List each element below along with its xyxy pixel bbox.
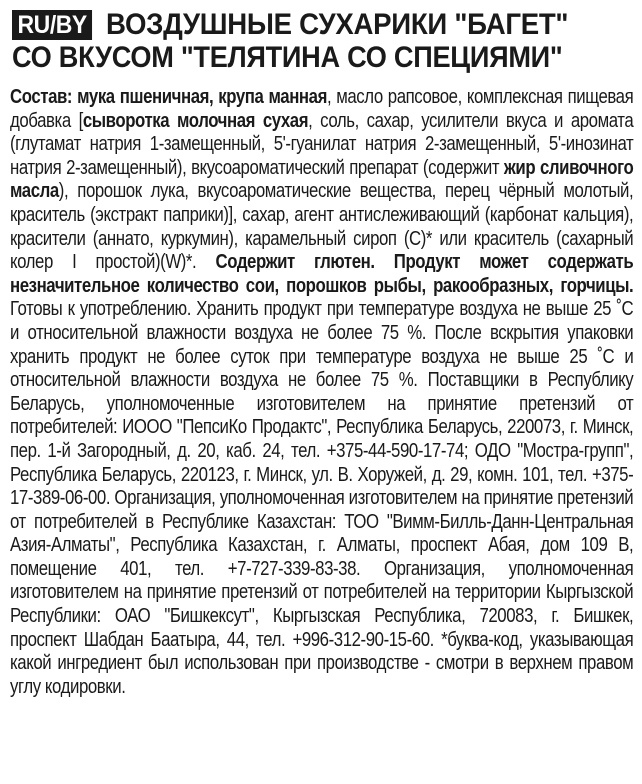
product-title-line-2: СО ВКУСОМ "ТЕЛЯТИНА СО СПЕЦИЯМИ" xyxy=(12,41,563,74)
composition-label: Состав: xyxy=(10,86,73,108)
label-body-text xyxy=(10,86,633,699)
ingredients-bold-3: жир сливочного масла xyxy=(10,156,634,203)
product-label xyxy=(10,8,634,699)
allergen-warning: Содержит глютен. Продукт может содержать незначительное количество сои, порошков рыбы, ракообразных, горчицы. xyxy=(10,251,634,297)
storage-and-contact-info: Готовы к употреблению. Хранить продукт при температуре воздуха не выше 25 ˚С и относительной влажности воздуха не более 75 %. После вскрытия упаковки хранить продукт не более суток при температуре воздуха не выше 25 ˚С и относительной влажности воздуха не более 75 %. Поставщики в Республику Беларусь, уполномоченные изготовителем на принятие претензий от потребителей: ИООО "ПепсиКо Продактс", Республика Беларусь, 220073, г. Минск, пер. 1-й Загородный, д. 20, каб. 24, тел. +375-44-590-17-74; ОДО "Мостра-групп", Республика Беларусь, 220123, г. Минск, ул. В. Хоружей, д. 29, комн. 101, тел. +375-17-389-06-00. Организация, уполномоченная изготовителем на принятие претензий от потребителей в Республике Казахстан: ТОО "Вимм-Билль-Данн-Центральная Азия-Алматы", Республика Казахстан, г. Алматы, проспект Абая, дом 109 В, помещение 401, тел. +7-727-339-83-38. Организация, уполномоченная изготовителем на принятие претензий от потребителей на территории Кыргызской Республики: ОАО "Бишкексут", Кыргызская Республика, 720083, г. Бишкек, проспект Шабдан Баатыра, 44, тел. +996-312-90-15-60. *буква-код, указывающая какой ингредиент был использован при производстве - смотри в верхнем правом углу кодировки. xyxy=(10,298,634,698)
product-title-line-1: ВОЗДУШНЫЕ СУХАРИКИ "БАГЕТ" xyxy=(106,8,569,41)
label-header xyxy=(10,8,634,80)
ingredients-bold-2: сыворотка молочная сухая xyxy=(82,109,309,132)
ingredients-text-3: ), порошок лука, вкусоароматические вещества, перец чёрный молотый, краситель (экстракт паприки)], сахар, агент антислеживающий (карбонат кальция), красители (аннато, куркумин), карамельный сироп (С)* или краситель (сахарный колер I простой)(W)*. xyxy=(10,180,634,274)
region-badge: RU/BY xyxy=(12,10,92,40)
ingredients-text-2: , соль, сахар, усилители вкуса и аромата (глутамат натрия 1-замещенный, 5'-гуанилат натрия 2-замещенный, 5'-инозинат натрия 2-замещенный), вкусоароматический препарат (содержит xyxy=(10,109,634,179)
ingredients-bold-1: мука пшеничная, крупа манная xyxy=(72,86,327,108)
ingredients-text-1: , масло рапсовое, комплексная пищевая добавка [ xyxy=(10,86,634,132)
